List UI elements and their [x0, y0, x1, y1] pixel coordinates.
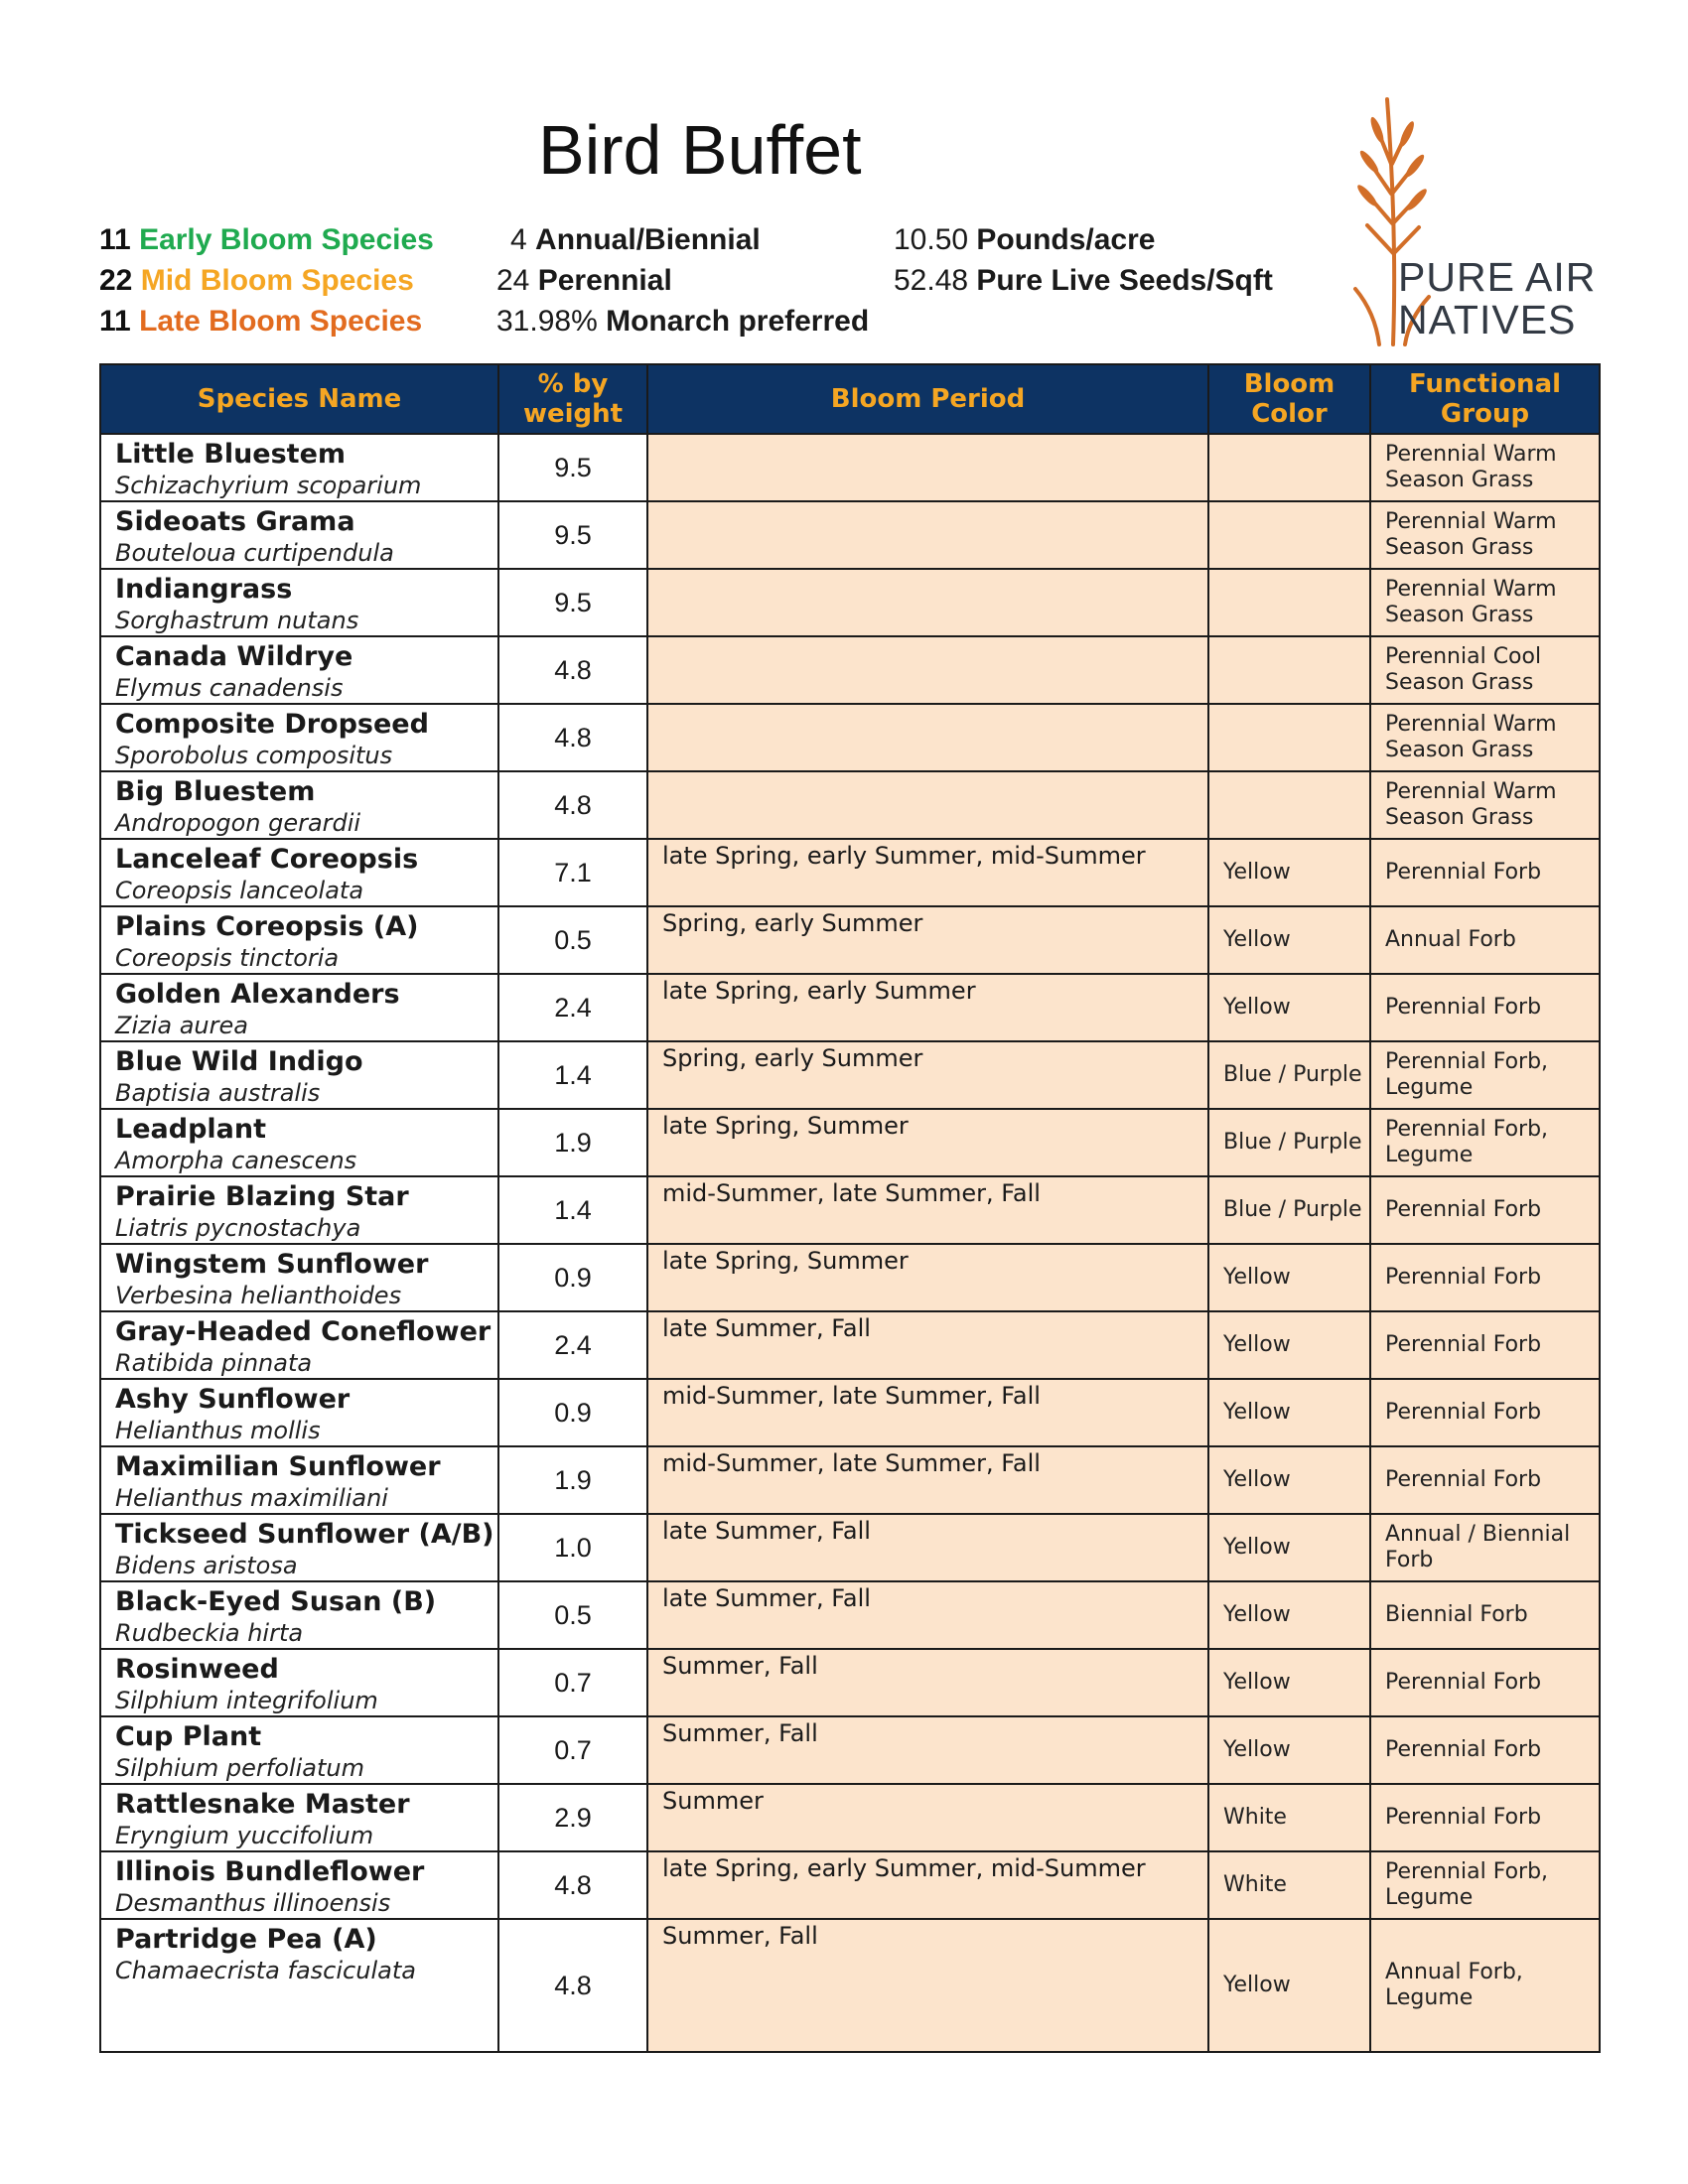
bloom-color-cell: Blue / Purple — [1208, 1176, 1370, 1244]
late-bloom-label: Late Bloom Species — [139, 305, 423, 338]
functional-group-cell: Perennial Forb — [1370, 974, 1600, 1041]
species-name-cell — [100, 1244, 498, 1311]
table-row — [100, 1784, 1600, 1851]
bloom-color-cell: Yellow — [1208, 974, 1370, 1041]
species-table-body — [100, 434, 1600, 2052]
scientific-name: Zizia aurea — [115, 1012, 248, 1039]
bloom-period-cell: Summer, Fall — [647, 1716, 1208, 1784]
table-row — [100, 1176, 1600, 1244]
bloom-period-cell: Summer, Fall — [647, 1649, 1208, 1716]
functional-group-cell: Perennial Warm Season Grass — [1370, 771, 1600, 839]
common-name: Wingstem Sunflower — [115, 1249, 429, 1280]
species-name-cell — [100, 1514, 498, 1581]
common-name: Prairie Blazing Star — [115, 1181, 409, 1212]
bloom-color-cell: Yellow — [1208, 1446, 1370, 1514]
species-name-cell — [100, 771, 498, 839]
annual-label: Annual/Biennial — [535, 223, 761, 256]
bloom-period-cell: late Spring, early Summer — [647, 974, 1208, 1041]
scientific-name: Helianthus mollis — [115, 1417, 321, 1444]
species-name-cell — [100, 1784, 498, 1851]
weight-cell: 4.8 — [498, 704, 647, 771]
logo-line-2: NATIVES — [1398, 297, 1577, 342]
scientific-name: Amorpha canescens — [115, 1147, 357, 1174]
scientific-name: Sorghastrum nutans — [115, 607, 359, 634]
weight-cell: 7.1 — [498, 839, 647, 906]
table-row — [100, 704, 1600, 771]
common-name: Maximilian Sunflower — [115, 1451, 441, 1482]
common-name: Black-Eyed Susan (B) — [115, 1586, 437, 1617]
species-name-cell — [100, 1716, 498, 1784]
bloom-color-cell: Yellow — [1208, 1919, 1370, 2052]
bloom-period-cell: late Summer, Fall — [647, 1581, 1208, 1649]
common-name: Sideoats Grama — [115, 506, 355, 537]
table-header-row — [100, 364, 1600, 434]
weight-cell: 0.7 — [498, 1649, 647, 1716]
summary-stats — [99, 220, 1271, 351]
bloom-color-cell: Yellow — [1208, 1514, 1370, 1581]
bloom-period-cell: late Summer, Fall — [647, 1514, 1208, 1581]
species-name-cell — [100, 569, 498, 636]
weight-cell: 4.8 — [498, 636, 647, 704]
bloom-period-cell: Summer, Fall — [647, 1919, 1208, 2052]
table-row — [100, 1919, 1600, 2052]
weight-cell: 4.8 — [498, 771, 647, 839]
bloom-color-cell: Yellow — [1208, 906, 1370, 974]
early-bloom-count: 11 — [99, 223, 131, 256]
weight-cell: 0.5 — [498, 1581, 647, 1649]
bloom-color-cell — [1208, 636, 1370, 704]
header-functional-group: Functional Group — [1370, 364, 1600, 434]
late-bloom-stat — [99, 302, 422, 341]
table-row — [100, 906, 1600, 974]
functional-group-cell: Perennial Forb — [1370, 1784, 1600, 1851]
species-name-cell — [100, 1041, 498, 1109]
weight-cell: 9.5 — [498, 434, 647, 501]
table-row — [100, 974, 1600, 1041]
table-row — [100, 501, 1600, 569]
bloom-color-cell — [1208, 501, 1370, 569]
scientific-name: Liatris pycnostachya — [115, 1214, 361, 1242]
scientific-name: Coreopsis lanceolata — [115, 877, 364, 904]
common-name: Rosinweed — [115, 1654, 279, 1685]
functional-group-cell: Perennial Forb, Legume — [1370, 1109, 1600, 1176]
table-row — [100, 1311, 1600, 1379]
scientific-name: Ratibida pinnata — [115, 1349, 313, 1377]
mid-bloom-label: Mid Bloom Species — [140, 264, 414, 297]
header-bloom-color: Bloom Color — [1208, 364, 1370, 434]
functional-group-cell: Perennial Forb — [1370, 1244, 1600, 1311]
weight-cell: 1.4 — [498, 1041, 647, 1109]
scientific-name: Coreopsis tinctoria — [115, 944, 340, 972]
species-name-cell — [100, 1919, 498, 2052]
scientific-name: Andropogon gerardii — [115, 809, 361, 837]
pls-stat — [894, 261, 1273, 301]
bloom-color-cell — [1208, 771, 1370, 839]
pounds-value: 10.50 — [894, 223, 969, 256]
monarch-label: Monarch preferred — [606, 305, 870, 338]
common-name: Ashy Sunflower — [115, 1384, 351, 1415]
scientific-name: Silphium perfoliatum — [115, 1754, 364, 1782]
species-name-cell — [100, 434, 498, 501]
bloom-period-cell — [647, 636, 1208, 704]
scientific-name: Verbesina helianthoides — [115, 1282, 402, 1309]
bloom-color-cell: Yellow — [1208, 1716, 1370, 1784]
table-row — [100, 1716, 1600, 1784]
bloom-period-cell: late Spring, early Summer, mid-Summer — [647, 1851, 1208, 1919]
species-table — [99, 363, 1601, 2053]
table-row — [100, 636, 1600, 704]
functional-group-cell: Biennial Forb — [1370, 1581, 1600, 1649]
late-bloom-count: 11 — [99, 305, 131, 338]
weight-cell: 0.7 — [498, 1716, 647, 1784]
bloom-color-cell: Yellow — [1208, 1244, 1370, 1311]
functional-group-cell: Perennial Warm Season Grass — [1370, 569, 1600, 636]
scientific-name: Bouteloua curtipendula — [115, 539, 394, 567]
bloom-period-cell: late Spring, Summer — [647, 1244, 1208, 1311]
bloom-color-cell: Yellow — [1208, 1649, 1370, 1716]
bloom-period-cell: mid-Summer, late Summer, Fall — [647, 1176, 1208, 1244]
bloom-period-cell: Spring, early Summer — [647, 906, 1208, 974]
functional-group-cell: Perennial Forb — [1370, 1311, 1600, 1379]
pls-value: 52.48 — [894, 264, 969, 297]
species-name-cell — [100, 501, 498, 569]
bloom-period-cell: Summer — [647, 1784, 1208, 1851]
functional-group-cell: Perennial Forb, Legume — [1370, 1851, 1600, 1919]
bloom-color-cell: Yellow — [1208, 839, 1370, 906]
perennial-label: Perennial — [537, 264, 672, 297]
scientific-name: Sporobolus compositus — [115, 742, 393, 769]
species-name-cell — [100, 1176, 498, 1244]
functional-group-cell: Perennial Forb — [1370, 1379, 1600, 1446]
bloom-period-cell: Spring, early Summer — [647, 1041, 1208, 1109]
scientific-name: Baptisia australis — [115, 1079, 321, 1107]
weight-cell: 2.9 — [498, 1784, 647, 1851]
early-bloom-label: Early Bloom Species — [139, 223, 434, 256]
species-name-cell — [100, 974, 498, 1041]
monarch-value: 31.98% — [496, 305, 598, 338]
bloom-color-cell — [1208, 569, 1370, 636]
common-name: Canada Wildrye — [115, 641, 353, 672]
common-name: Big Bluestem — [115, 776, 316, 807]
table-row — [100, 1514, 1600, 1581]
bloom-color-cell: Yellow — [1208, 1581, 1370, 1649]
functional-group-cell: Perennial Forb — [1370, 1176, 1600, 1244]
common-name: Partridge Pea (A) — [115, 1924, 377, 1955]
mid-bloom-stat — [99, 261, 414, 301]
weight-cell: 2.4 — [498, 1311, 647, 1379]
functional-group-cell: Perennial Warm Season Grass — [1370, 434, 1600, 501]
early-bloom-stat — [99, 220, 434, 260]
pounds-stat — [894, 220, 1155, 260]
bloom-color-cell: Blue / Purple — [1208, 1041, 1370, 1109]
species-name-cell — [100, 1581, 498, 1649]
bloom-period-cell: late Spring, early Summer, mid-Summer — [647, 839, 1208, 906]
bloom-color-cell: White — [1208, 1784, 1370, 1851]
scientific-name: Elymus canadensis — [115, 674, 344, 702]
bloom-period-cell: late Spring, Summer — [647, 1109, 1208, 1176]
weight-cell: 0.5 — [498, 906, 647, 974]
mid-bloom-count: 22 — [99, 264, 133, 297]
header-bloom-period: Bloom Period — [647, 364, 1208, 434]
species-name-cell — [100, 636, 498, 704]
bloom-period-cell — [647, 569, 1208, 636]
table-row — [100, 569, 1600, 636]
functional-group-cell: Perennial Forb — [1370, 1649, 1600, 1716]
pls-label: Pure Live Seeds/Sqft — [976, 264, 1273, 297]
species-name-cell — [100, 1109, 498, 1176]
bloom-period-cell — [647, 704, 1208, 771]
functional-group-cell: Perennial Cool Season Grass — [1370, 636, 1600, 704]
scientific-name: Eryngium yuccifolium — [115, 1822, 374, 1849]
table-row — [100, 1041, 1600, 1109]
logo-wordmark — [1398, 256, 1596, 341]
species-name-cell — [100, 1851, 498, 1919]
header-weight: % by weight — [498, 364, 647, 434]
bloom-color-cell: Blue / Purple — [1208, 1109, 1370, 1176]
bloom-color-cell — [1208, 704, 1370, 771]
table-row — [100, 1379, 1600, 1446]
table-row — [100, 839, 1600, 906]
functional-group-cell: Perennial Forb — [1370, 1446, 1600, 1514]
bloom-color-cell — [1208, 434, 1370, 501]
table-row — [100, 434, 1600, 501]
scientific-name: Chamaecrista fasciculata — [115, 1957, 416, 1984]
weight-cell: 9.5 — [498, 569, 647, 636]
species-name-cell — [100, 1649, 498, 1716]
annual-count: 4 — [510, 223, 527, 256]
functional-group-cell: Annual Forb, Legume — [1370, 1919, 1600, 2052]
weight-cell: 2.4 — [498, 974, 647, 1041]
functional-group-cell: Perennial Forb, Legume — [1370, 1041, 1600, 1109]
table-row — [100, 771, 1600, 839]
perennial-stat — [496, 261, 672, 301]
table-row — [100, 1109, 1600, 1176]
bloom-period-cell — [647, 434, 1208, 501]
bloom-period-cell: mid-Summer, late Summer, Fall — [647, 1446, 1208, 1514]
common-name: Little Bluestem — [115, 439, 347, 470]
species-name-cell — [100, 704, 498, 771]
functional-group-cell: Perennial Warm Season Grass — [1370, 501, 1600, 569]
bloom-period-cell: late Summer, Fall — [647, 1311, 1208, 1379]
annual-stat — [510, 220, 761, 260]
weight-cell: 9.5 — [498, 501, 647, 569]
species-name-cell — [100, 1311, 498, 1379]
scientific-name: Schizachyrium scoparium — [115, 472, 422, 499]
functional-group-cell: Perennial Forb — [1370, 1716, 1600, 1784]
scientific-name: Silphium integrifolium — [115, 1687, 378, 1714]
bloom-color-cell: Yellow — [1208, 1311, 1370, 1379]
table-row — [100, 1244, 1600, 1311]
table-row — [100, 1446, 1600, 1514]
bloom-period-cell — [647, 771, 1208, 839]
header-species: Species Name — [100, 364, 498, 434]
weight-cell: 1.0 — [498, 1514, 647, 1581]
functional-group-cell: Perennial Warm Season Grass — [1370, 704, 1600, 771]
scientific-name: Helianthus maximiliani — [115, 1484, 388, 1512]
common-name: Composite Dropseed — [115, 709, 429, 740]
bloom-period-cell — [647, 501, 1208, 569]
scientific-name: Rudbeckia hirta — [115, 1619, 304, 1647]
pounds-label: Pounds/acre — [976, 223, 1156, 256]
species-name-cell — [100, 839, 498, 906]
weight-cell: 1.9 — [498, 1109, 647, 1176]
weight-cell: 4.8 — [498, 1919, 647, 2052]
weight-cell: 0.9 — [498, 1379, 647, 1446]
common-name: Rattlesnake Master — [115, 1789, 410, 1820]
table-row — [100, 1649, 1600, 1716]
species-name-cell — [100, 1379, 498, 1446]
monarch-stat — [496, 302, 869, 341]
weight-cell: 1.4 — [498, 1176, 647, 1244]
scientific-name: Bidens aristosa — [115, 1552, 298, 1579]
species-name-cell — [100, 1446, 498, 1514]
common-name: Indiangrass — [115, 574, 293, 605]
bloom-color-cell: White — [1208, 1851, 1370, 1919]
bloom-period-cell: mid-Summer, late Summer, Fall — [647, 1379, 1208, 1446]
species-name-cell — [100, 906, 498, 974]
common-name: Lanceleaf Coreopsis — [115, 844, 419, 875]
common-name: Illinois Bundleflower — [115, 1856, 425, 1887]
logo-line-1: PURE AIR — [1398, 254, 1597, 300]
functional-group-cell: Perennial Forb — [1370, 839, 1600, 906]
perennial-count: 24 — [496, 264, 530, 297]
weight-cell: 0.9 — [498, 1244, 647, 1311]
functional-group-cell: Annual Forb — [1370, 906, 1600, 974]
weight-cell: 4.8 — [498, 1851, 647, 1919]
page-title: Bird Buffet — [538, 111, 862, 189]
functional-group-cell: Annual / Biennial Forb — [1370, 1514, 1600, 1581]
bloom-color-cell: Yellow — [1208, 1379, 1370, 1446]
weight-cell: 1.9 — [498, 1446, 647, 1514]
common-name: Cup Plant — [115, 1721, 262, 1752]
common-name: Leadplant — [115, 1114, 266, 1145]
common-name: Golden Alexanders — [115, 979, 400, 1010]
scientific-name: Desmanthus illinoensis — [115, 1889, 391, 1917]
table-row — [100, 1581, 1600, 1649]
common-name: Gray-Headed Coneflower — [115, 1316, 492, 1347]
common-name: Plains Coreopsis (A) — [115, 911, 419, 942]
common-name: Blue Wild Indigo — [115, 1046, 363, 1077]
common-name: Tickseed Sunflower (A/B) — [115, 1519, 494, 1550]
table-row — [100, 1851, 1600, 1919]
